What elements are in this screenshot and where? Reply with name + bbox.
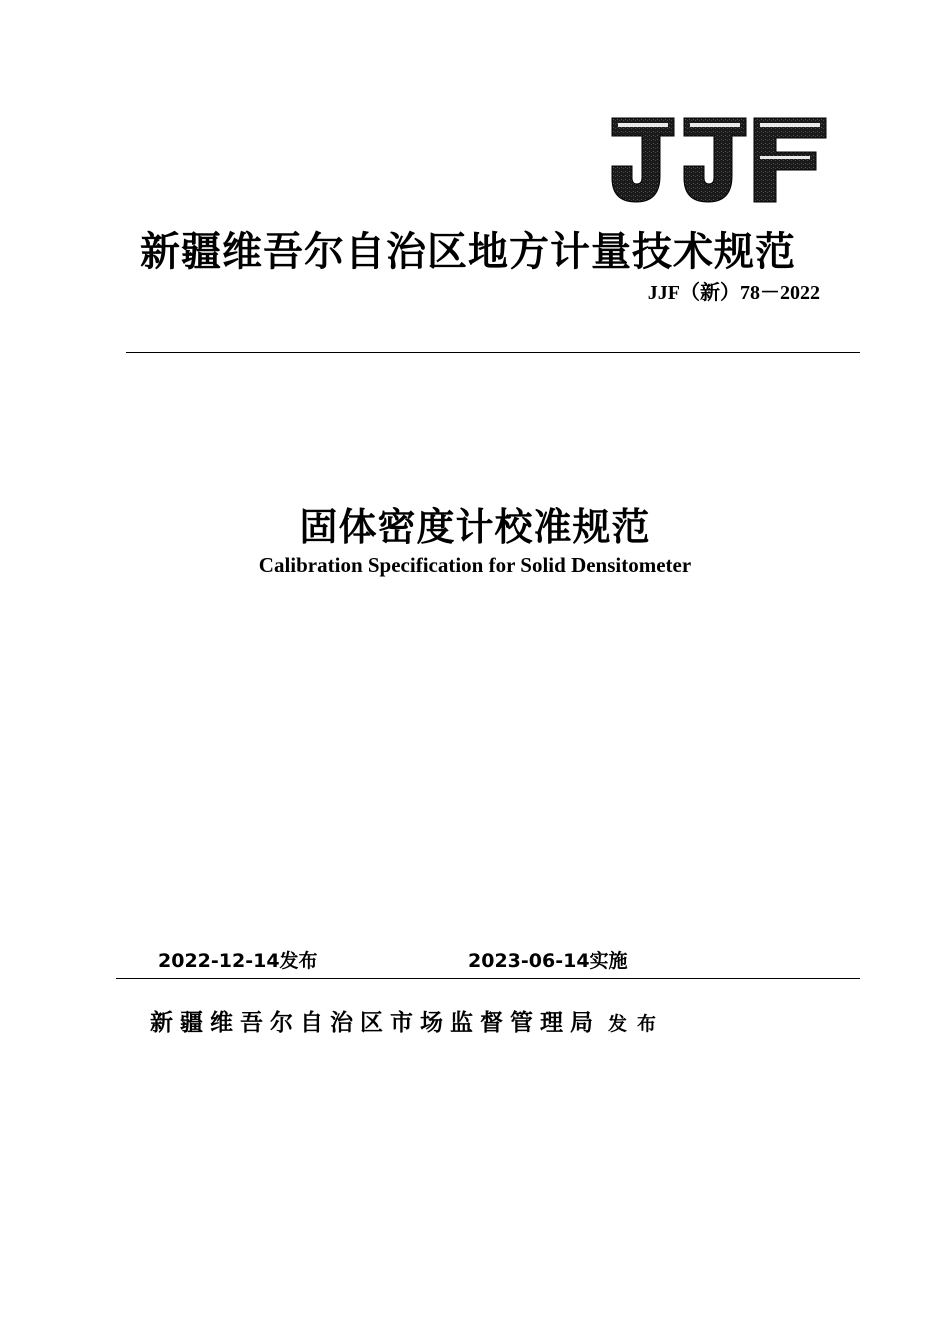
standard-code: JJF（新）78－2022 bbox=[647, 282, 820, 304]
issue-date: 2022-12-14发布 bbox=[158, 950, 318, 972]
publisher-action: 发布 bbox=[608, 1013, 667, 1035]
bottom-divider bbox=[116, 978, 860, 979]
publisher-line bbox=[150, 1006, 666, 1041]
document-title-english: Calibration Specification for Solid Densitometer bbox=[258, 553, 692, 577]
jjf-logo bbox=[608, 114, 830, 206]
issuing-authority-title: 新疆维吾尔自治区地方计量技术规范 bbox=[140, 229, 796, 275]
implementation-date: 2023-06-14实施 bbox=[468, 950, 628, 972]
publisher-name: 新疆维吾尔自治区市场监督管理局 bbox=[150, 1010, 600, 1036]
top-divider bbox=[126, 352, 860, 353]
document-title-chinese: 固体密度计校准规范 bbox=[299, 505, 651, 549]
